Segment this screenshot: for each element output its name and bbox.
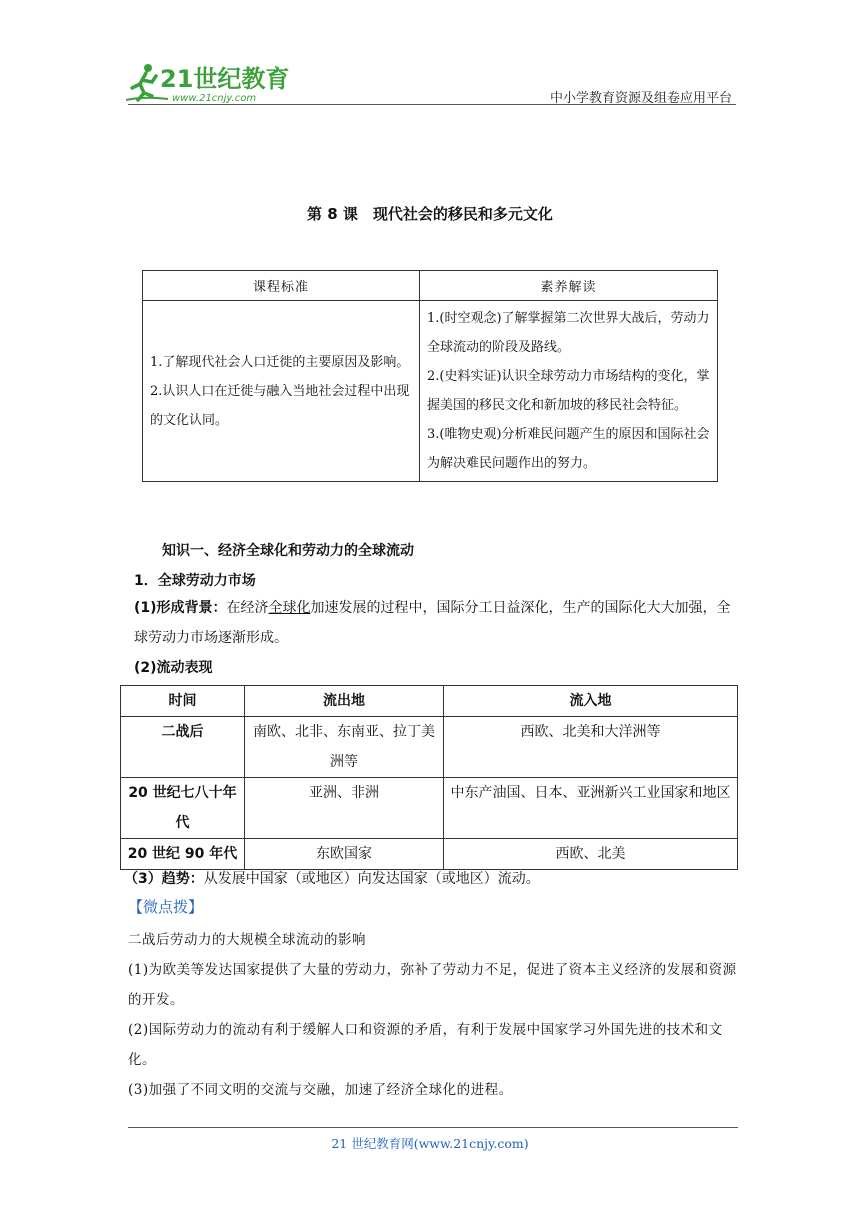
- footer-link[interactable]: 21 世纪教育网(www.21cnjy.com): [331, 1136, 529, 1151]
- runner-icon: [132, 64, 156, 100]
- tip-heading: 二战后劳动力的大规模全球流动的影响: [128, 932, 366, 948]
- trend: （3）趋势：从发展中国家（或地区）向发达国家（或地区）流动。: [124, 871, 540, 887]
- flow-table: [120, 685, 738, 870]
- tip-item: (2)国际劳动力的流动有利于缓解人口和资源的矛盾，有利于发展中国家学习外国先进的技术和文化。: [128, 1022, 723, 1068]
- competency-item: 2.(史料实证)认识全球劳动力市场结构的变化，掌握美国的移民文化和新加坡的移民社会特征。: [427, 369, 710, 413]
- standards-header-col1: 课程标准: [143, 271, 420, 301]
- col-header-inflow: 流入地: [444, 686, 738, 717]
- header-divider: [128, 104, 736, 105]
- competency-item: 1.(时空观念)了解掌握第二次世界大战后，劳动力全球流动的阶段及路线。: [427, 311, 710, 355]
- curriculum-standards: [143, 301, 420, 482]
- standards-header-col2: 素养解读: [420, 271, 718, 301]
- formation-background: (1)形成背景：在经济全球化加速发展的过程中，国际分工日益深化，生产的国际化大大加强，全球劳动力市场逐渐形成。: [134, 600, 731, 646]
- tip-item: (1)为欧美等发达国家提供了大量的劳动力，弥补了劳动力不足，促进了资本主义经济的发展和资源的开发。: [128, 962, 737, 1008]
- col-header-outflow: 流出地: [245, 686, 444, 717]
- platform-name: 中小学教育资源及组卷应用平台: [549, 91, 732, 106]
- competency-item: 3.(唯物史观)分析难民问题产生的原因和国际社会为解决难民问题作出的努力。: [427, 427, 710, 471]
- col-header-time: 时间: [121, 686, 245, 717]
- flow-label: (2)流动表现: [134, 660, 213, 676]
- svg-text:www.21cnjy.com: www.21cnjy.com: [172, 93, 257, 104]
- logo: [126, 60, 291, 106]
- table-row: 20 世纪 90 年代 东欧国家 西欧、北美: [121, 839, 738, 870]
- formation-label: (1)形成背景：: [134, 600, 227, 616]
- standard-item: 2.认识人口在迁徙与融入当地社会过程中出现的文化认同。: [150, 383, 410, 428]
- svg-text:21世纪教育: 21世纪教育: [160, 65, 290, 93]
- globalization-term: 全球化: [268, 600, 311, 616]
- tip-item: (3)加强了不同文明的交流与交融，加速了经济全球化的进程。: [128, 1082, 513, 1098]
- competency-interpretation: [420, 301, 718, 482]
- footer-divider: [128, 1127, 738, 1128]
- table-row: 二战后 南欧、北非、东南亚、拉丁美洲等 西欧、北美和大洋洲等: [121, 717, 738, 778]
- subsection-heading: 1．全球劳动力市场: [134, 573, 256, 589]
- tip-label: 【微点拨】: [128, 898, 204, 916]
- section-heading: 知识一、经济全球化和劳动力的全球流动: [162, 543, 414, 559]
- standards-table: [142, 270, 718, 482]
- table-row: 20 世纪七八十年代 亚洲、非洲 中东产油国、日本、亚洲新兴工业国家和地区: [121, 778, 738, 839]
- standard-item: 1.了解现代社会人口迁徙的主要原因及影响。: [150, 354, 410, 370]
- page-title: 第 8 课 现代社会的移民和多元文化: [307, 205, 553, 223]
